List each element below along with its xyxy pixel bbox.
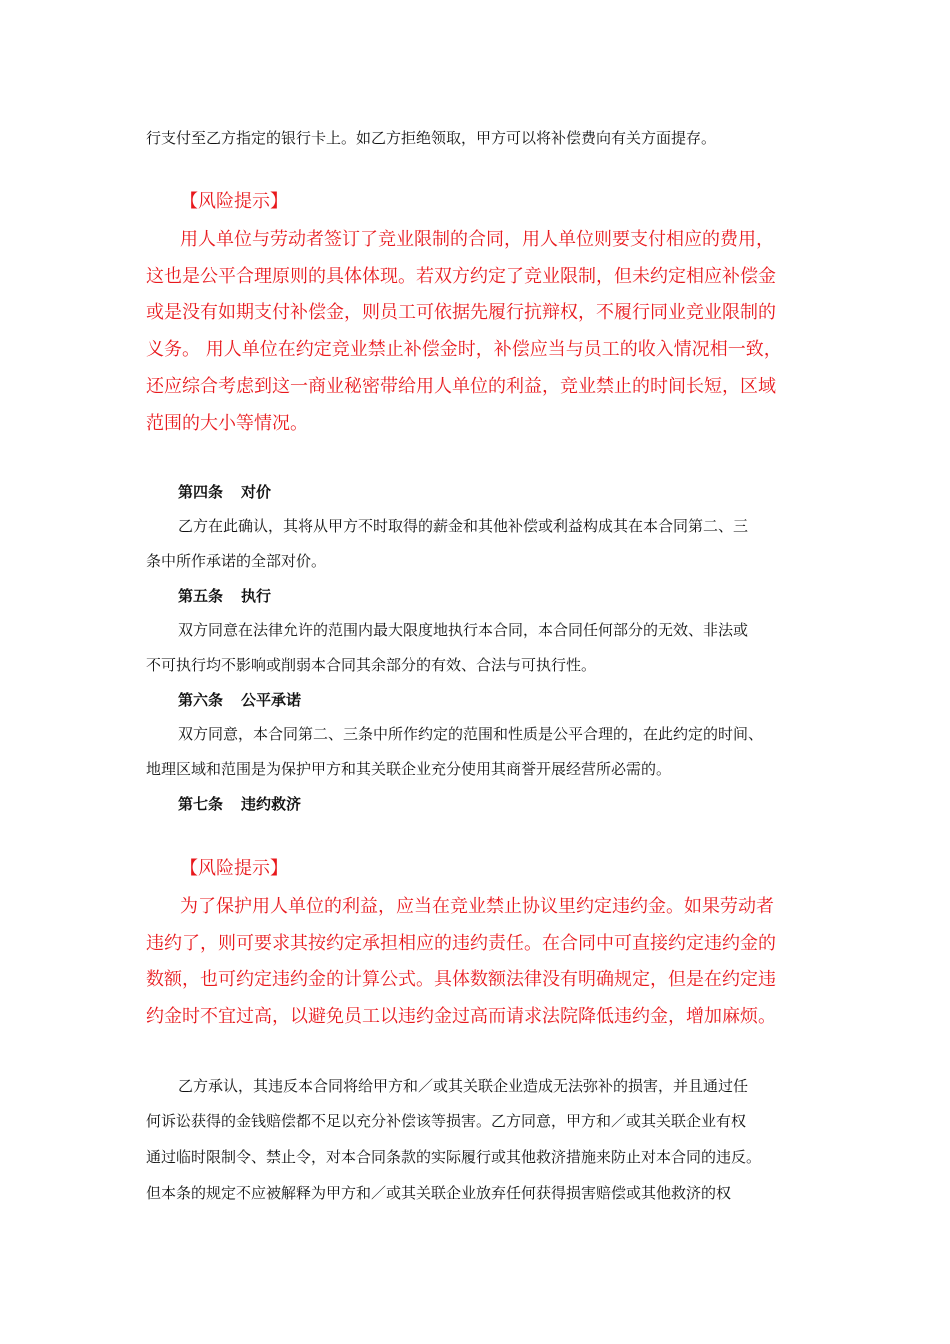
risk-tip-1-line: 义务。 用人单位在约定竞业禁止补偿金时，补偿应当与员工的收入情况相一致， [146, 339, 782, 360]
article-6-line: 地理区域和范围是为保护甲方和其关联企业充分使用其商誉开展经营所必需的。 [146, 760, 672, 778]
article-4-number: 第四条 [178, 483, 224, 501]
article-5-heading [178, 586, 271, 606]
intro-line: 行支付至乙方指定的银行卡上。如乙方拒绝领取，甲方可以将补偿费向有关方面提存。 [146, 129, 717, 147]
article-5-title: 执行 [241, 587, 272, 605]
risk-tip-1-line: 范围的大小等情况。 [146, 413, 308, 434]
article-4-heading [178, 482, 271, 502]
risk-tip-1-line: 这也是公平合理原则的具体体现。若双方约定了竞业限制，但未约定相应补偿金 [146, 266, 776, 287]
risk-tip-1-line: 或是没有如期支付补偿金，则员工可依据先履行抗辩权，不履行同业竞业限制的 [146, 302, 776, 323]
article-7-number: 第七条 [178, 795, 224, 813]
article-7-title: 违约救济 [241, 795, 302, 813]
article-6-line: 双方同意，本合同第二、三条中所作约定的范围和性质是公平合理的，在此约定的时间、 [178, 725, 764, 743]
article-5-line: 双方同意在法律允许的范围内最大限度地执行本合同，本合同任何部分的无效、非法或 [178, 621, 749, 639]
article-6-number: 第六条 [178, 691, 224, 709]
article-5-number: 第五条 [178, 587, 224, 605]
article-6-heading [178, 690, 301, 710]
article-7-body-line: 乙方承认，其违反本合同将给甲方和／或其关联企业造成无法弥补的损害，并且通过任 [178, 1077, 749, 1095]
article-4-title: 对价 [241, 483, 272, 501]
article-6-title: 公平承诺 [241, 691, 302, 709]
article-4-line: 条中所作承诺的全部对价。 [146, 552, 327, 570]
article-7-body-line: 通过临时限制令、禁止令，对本合同条款的实际履行或其他救济措施来防止对本合同的违反。 [146, 1148, 762, 1166]
article-7-body-line: 何诉讼获得的金钱赔偿都不足以充分补偿该等损害。乙方同意，甲方和／或其关联企业有权 [146, 1112, 747, 1130]
risk-tip-2-line: 违约了，则可要求其按约定承担相应的违约责任。在合同中可直接约定违约金的 [146, 933, 776, 954]
risk-tip-title-1: 【风险提示】 [180, 191, 288, 212]
article-7-body-line: 但本条的规定不应被解释为甲方和／或其关联企业放弃任何获得损害赔偿或其他救济的权 [146, 1184, 732, 1202]
article-4-line: 乙方在此确认，其将从甲方不时取得的薪金和其他补偿或利益构成其在本合同第二、三 [178, 517, 749, 535]
article-5-line: 不可执行均不影响或削弱本合同其余部分的有效、合法与可执行性。 [146, 656, 597, 674]
risk-tip-2-line: 约金时不宜过高，以避免员工以违约金过高而请求法院降低违约金，增加麻烦。 [146, 1006, 776, 1027]
risk-tip-2-line: 数额，也可约定违约金的计算公式。具体数额法律没有明确规定，但是在约定违 [146, 969, 776, 990]
article-7-heading [178, 794, 301, 814]
risk-tip-title-2: 【风险提示】 [180, 858, 288, 879]
risk-tip-1-line: 还应综合考虑到这一商业秘密带给用人单位的利益，竞业禁止的时间长短，区域 [146, 376, 776, 397]
risk-tip-1-line: 用人单位与劳动者签订了竞业限制的合同，用人单位则要支付相应的费用， [180, 229, 774, 250]
risk-tip-2-line: 为了保护用人单位的利益，应当在竞业禁止协议里约定违约金。如果劳动者 [180, 896, 774, 917]
